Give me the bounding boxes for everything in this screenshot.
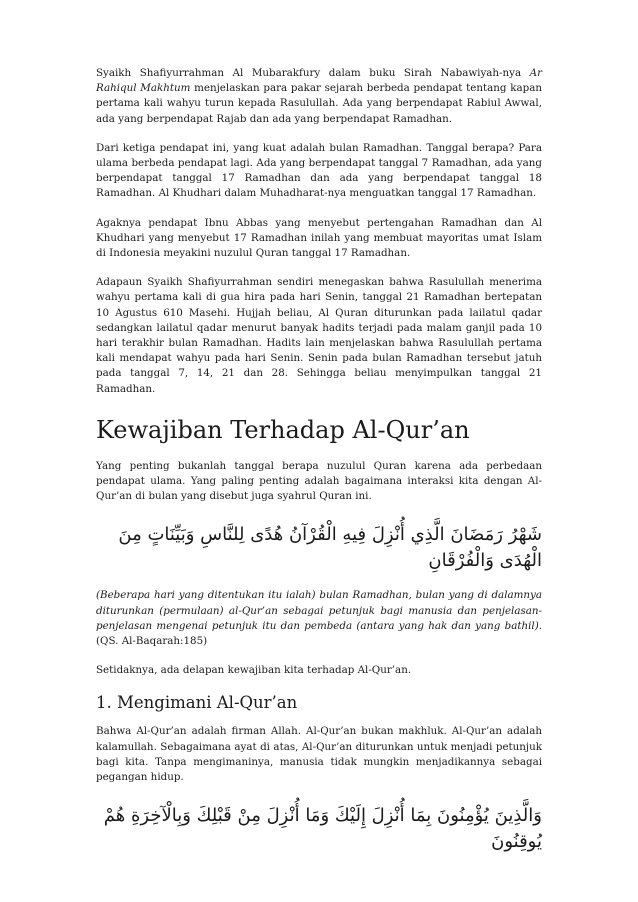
subsection-body: Bahwa Al-Qur’an adalah firman Allah. Al-Qur’an bukan makhluk. Al-Qur’an adalah kalamullah. Sebagaimana ayat di atas, Al-Qur’an diturunkan untuk menjadi petunjuk bagi kita. Tanpa mengimaninya, manusia tidak mungkin menjadikannya sebagai pegangan hidup. bbox=[96, 725, 542, 784]
paragraph-text: Syaikh Shafiyurrahman Al Mubarakfury dalam buku Sirah Nabawiyah-nya bbox=[96, 67, 530, 79]
arabic-verse-baqarah-4: وَالَّذِينَ يُؤْمِنُونَ بِمَا أُنْزِلَ إِلَيْكَ وَمَا أُنْزِلَ مِنْ قَبْلِكَ وَبِالْآخِرَةِ هُمْ يُوقِنُونَ bbox=[103, 805, 542, 853]
verse-translation bbox=[96, 588, 542, 649]
paragraph-text: menjelaskan para pakar sejarah berbeda pendapat tentang kapan pertama kali wahyu turun kepada Rasulullah. Ada yang berpendapat Rabiul Awwal, ada yang berpendapat Rajab dan ada yang berpendapat Ramadhan. bbox=[96, 82, 542, 125]
arabic-verse-baqarah-185: شَهْرُ رَمَضَانَ الَّذِي أُنْزِلَ فِيهِ الْقُرْآنُ هُدًى لِلنَّاسِ وَبَيِّنَاتٍ مِنَ الْهُدَى وَالْفُرْقَانِ bbox=[118, 524, 542, 572]
verse-reference: (QS. Al-Baqarah:185) bbox=[96, 635, 208, 648]
section-intro: Yang penting bukanlah tanggal berapa nuzulul Quran karena ada perbedaan pendapat ulama. Yang paling penting adalah bagaimana interaksi kita dengan Al-Qur’an di bulan yang disebut juga syahrul Quran ini. bbox=[96, 459, 542, 503]
translation-text: (Beberapa hari yang ditentukan itu ialah) bulan Ramadhan, bulan yang di dalamnya diturunkan (permulaan) al-Qur’an sebagai petunjuk bagi manusia dan penjelasan-penjelasan mengenai petunjuk itu dan pembeda (antara yang hak dan yang bathil). bbox=[96, 589, 542, 632]
subsection-heading: 1. Mengimani Al-Qur’an bbox=[96, 693, 298, 713]
book-title: Ar Rahiqul Makhtum bbox=[96, 67, 542, 95]
paragraph-ramadhan-dates: Dari ketiga pendapat ini, yang kuat adalah bulan Ramadhan. Tanggal berapa? Para ulama berbeda pendapat lagi. Ada yang berpendapat tanggal 7 Ramadhan, ada yang berpendapat tanggal 17 Ramadhan dan ada yang berpendapat tanggal 18 Ramadhan. Al Khudhari dalam Muhadharat-nya menguatkan tanggal 17 Ramadhan. bbox=[96, 141, 542, 200]
section-heading: Kewajiban Terhadap Al-Qur’an bbox=[96, 415, 470, 444]
obligations-count: Setidaknya, ada delapan kewajiban kita terhadap Al-Qur’an. bbox=[96, 664, 412, 677]
paragraph-mubarakfury bbox=[96, 66, 542, 127]
paragraph-ibnu-abbas: Agaknya pendapat Ibnu Abbas yang menyebut pertengahan Ramadhan dan Al Khudhari yang menyebut 17 Ramadhan inilah yang membuat mayoritas umat Islam di Indonesia meyakini nuzulul Quran tanggal 17 Ramadhan. bbox=[96, 216, 542, 260]
document-page bbox=[96, 66, 542, 869]
paragraph-shafiyurrahman: Adapaun Syaikh Shafiyurrahman sendiri menegaskan bahwa Rasulullah menerima wahyu pertama kali di gua hira pada hari Senin, tanggal 21 Ramadhan bertepatan 10 Agustus 610 Masehi. Hujjah beliau, Al Quran diturunkan pada lailatul qadar sedangkan lailatul qadar menurut banyak hadits terjadi pada malam ganjil pada 10 hari terakhir bulan Ramadhan. Hadits lain menjelaskan bahwa Rasulullah pertama kali mendapat wahyu pada hari Senin. Senin pada bulan Ramadhan tersebut jatuh pada tanggal 7, 14, 21 dan 28. Sehingga beliau menyimpulkan tanggal 21 Ramadhan. bbox=[96, 276, 542, 395]
